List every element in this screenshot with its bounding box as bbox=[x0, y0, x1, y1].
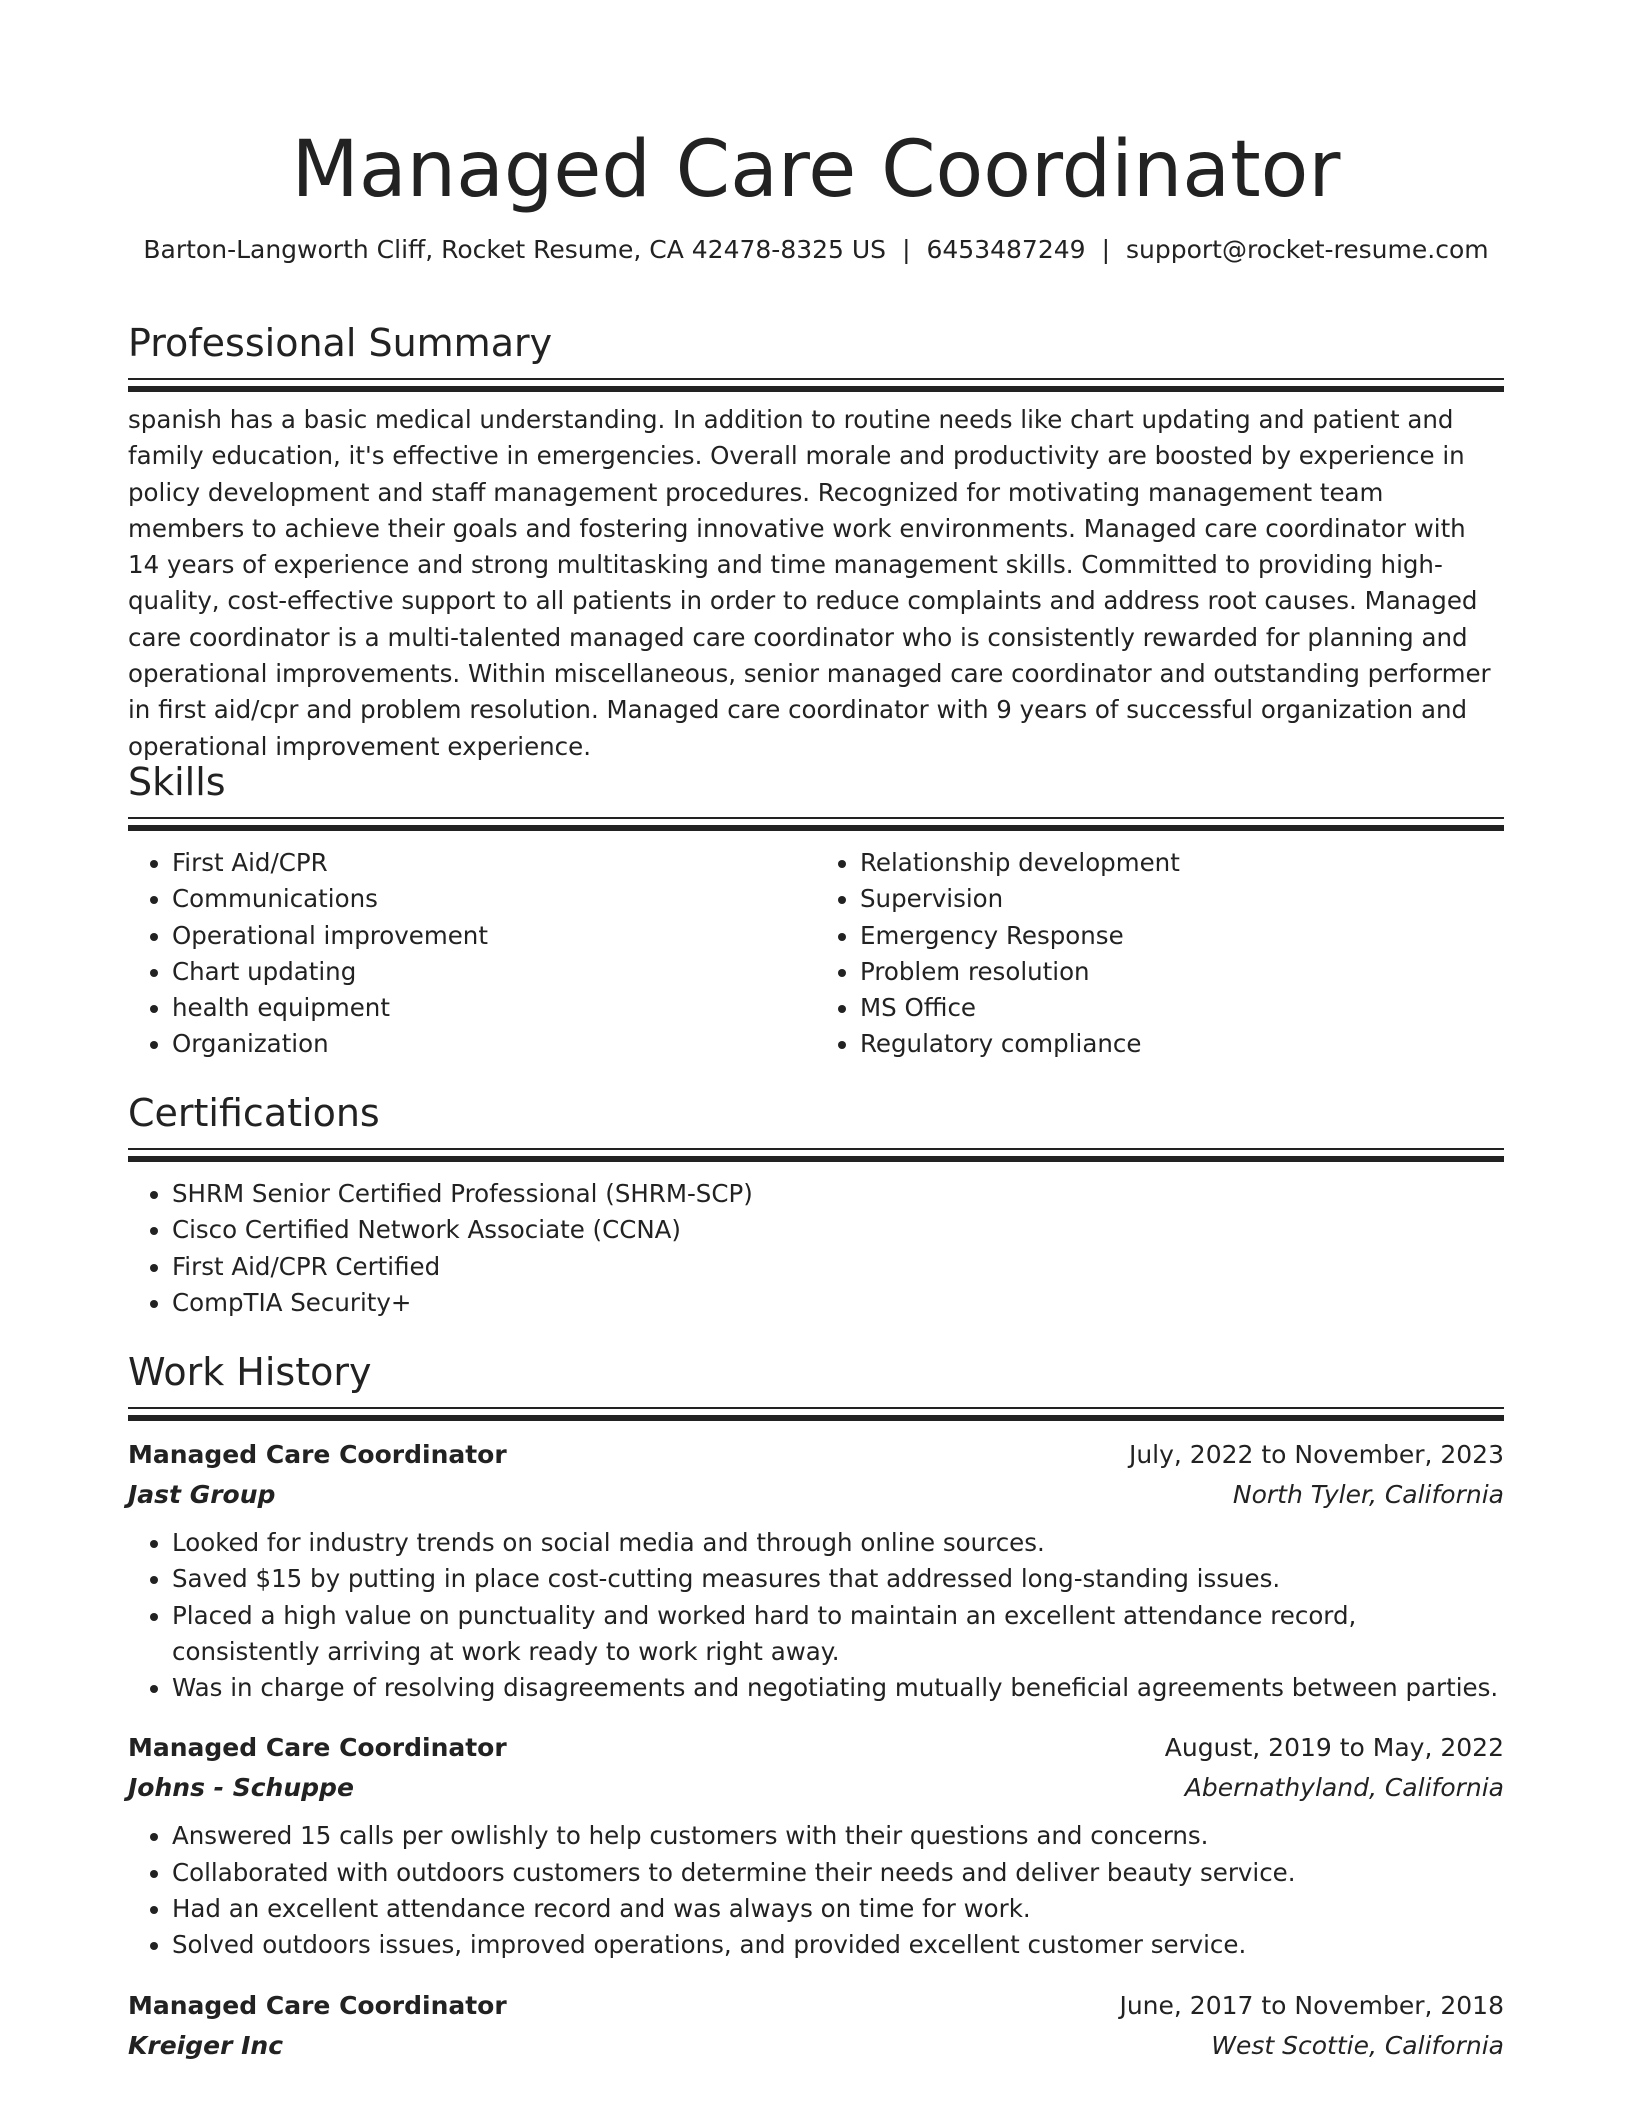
skill-item: • Emergency Response bbox=[860, 918, 1504, 954]
job-subheader bbox=[128, 1768, 1504, 1808]
skill-item: • Problem resolution bbox=[860, 954, 1504, 990]
skills-list-left bbox=[128, 845, 816, 1063]
contact-email: support@rocket-resume.com bbox=[1126, 235, 1489, 264]
resume-name: Managed Care Coordinator bbox=[291, 125, 1341, 215]
contact-separator: | bbox=[902, 235, 911, 264]
skills-column-right bbox=[816, 845, 1504, 1063]
skill-item: • health equipment bbox=[172, 990, 816, 1026]
job-dates: August, 2019 to May, 2022 bbox=[1164, 1733, 1504, 1763]
certification-item: • SHRM Senior Certified Professional (SHRM-SCP) bbox=[172, 1176, 1504, 1212]
section-divider bbox=[128, 1407, 1504, 1421]
contact-line bbox=[128, 230, 1504, 270]
job-location: North Tyler, California bbox=[1232, 1480, 1504, 1509]
certification-item: • CompTIA Security+ bbox=[172, 1285, 1504, 1321]
section-title-summary: Professional Summary bbox=[128, 321, 553, 365]
job-header bbox=[128, 1986, 1504, 2026]
job-location: West Scottie, California bbox=[1211, 2030, 1504, 2060]
skill-item: • Regulatory compliance bbox=[860, 1026, 1504, 1062]
section-work-history bbox=[128, 1347, 1504, 2066]
job-company: Johns - Schuppe bbox=[128, 1773, 354, 1803]
job-entry bbox=[128, 1986, 1504, 2066]
skills-grid bbox=[128, 845, 1504, 1063]
job-title: Managed Care Coordinator bbox=[128, 1990, 507, 2020]
section-divider bbox=[128, 817, 1504, 831]
skills-column-left bbox=[128, 845, 816, 1063]
section-professional-summary bbox=[128, 318, 1504, 765]
certifications-list bbox=[128, 1176, 1504, 1321]
section-certifications bbox=[128, 1088, 1504, 1321]
job-bullet: • Saved $15 by putting in place cost-cutting measures that addressed long-standing issues. bbox=[172, 1561, 1504, 1597]
certification-item: • First Aid/CPR Certified bbox=[172, 1249, 1504, 1285]
job-subheader bbox=[128, 2026, 1504, 2066]
contact-separator: | bbox=[1101, 235, 1110, 264]
job-title: Managed Care Coordinator bbox=[128, 1733, 507, 1763]
job-header bbox=[128, 1435, 1504, 1475]
job-dates: June, 2017 to November, 2018 bbox=[1119, 1990, 1504, 2020]
summary-text: spanish has a basic medical understanding. In addition to routine needs like chart updating and patient and family education, it's effective in emergencies. Overall morale and productivity are boosted by experience in policy development and staff management procedures. Recognized for motivating management team members to achieve their goals and fostering innovative work environments. Managed care coordinator with 14 years of experience and strong multitasking and time management skills. Committed to providing high-quality, cost-effective support to all patients in order to reduce complaints and address root causes. Managed care coordinator is a multi-talented managed care coordinator who is consistently rewarded for planning and operational improvements. Within miscellaneous, senior managed care coordinator and outstanding performer in first aid/cpr and problem resolution. Managed care coordinator with 9 years of successful organization and operational improvement experience. bbox=[128, 405, 1491, 761]
section-skills bbox=[128, 757, 1504, 1063]
skill-item: • Supervision bbox=[860, 881, 1504, 917]
job-title: Managed Care Coordinator bbox=[128, 1440, 507, 1469]
job-bullet: • Placed a high value on punctuality and worked hard to maintain an excellent attendance record, consistently arriving at work ready to work right away. bbox=[172, 1598, 1504, 1671]
contact-phone: 6453487249 bbox=[926, 235, 1086, 264]
skill-item: • Organization bbox=[172, 1026, 816, 1062]
job-bullet: • Looked for industry trends on social media and through online sources. bbox=[172, 1525, 1504, 1561]
skill-item: • First Aid/CPR bbox=[172, 845, 816, 881]
job-bullet: • Collaborated with outdoors customers to determine their needs and deliver beauty service. bbox=[172, 1855, 1504, 1891]
job-location: Abernathyland, California bbox=[1184, 1773, 1504, 1803]
certification-item: • Cisco Certified Network Associate (CCNA) bbox=[172, 1212, 1504, 1248]
job-bullet: • Solved outdoors issues, improved operations, and provided excellent customer service. bbox=[172, 1927, 1504, 1963]
job-subheader bbox=[128, 1475, 1504, 1515]
job-company: Jast Group bbox=[128, 1480, 276, 1509]
job-header bbox=[128, 1728, 1504, 1768]
job-company: Kreiger Inc bbox=[128, 2030, 284, 2060]
skill-item: • Chart updating bbox=[172, 954, 816, 990]
section-title-work-history: Work History bbox=[128, 1350, 372, 1394]
section-divider bbox=[128, 1148, 1504, 1162]
section-title-skills: Skills bbox=[128, 760, 226, 804]
skill-item: • Relationship development bbox=[860, 845, 1504, 881]
job-bullets bbox=[128, 1525, 1504, 1706]
contact-address: Barton-Langworth Cliff, Rocket Resume, CA 42478-8325 US bbox=[143, 235, 887, 264]
skills-list-right bbox=[816, 845, 1504, 1063]
skill-item: • Operational improvement bbox=[172, 918, 816, 954]
job-bullet: • Had an excellent attendance record and was always on time for work. bbox=[172, 1891, 1504, 1927]
skill-item: • MS Office bbox=[860, 990, 1504, 1026]
skill-item: • Communications bbox=[172, 881, 816, 917]
job-dates: July, 2022 to November, 2023 bbox=[1128, 1440, 1504, 1469]
job-bullet: • Was in charge of resolving disagreements and negotiating mutually beneficial agreements between parties. bbox=[172, 1670, 1504, 1706]
job-bullet: • Answered 15 calls per owlishly to help customers with their questions and concerns. bbox=[172, 1818, 1504, 1854]
job-entry bbox=[128, 1728, 1504, 1963]
job-entry bbox=[128, 1435, 1504, 1706]
job-bullets bbox=[128, 1818, 1504, 1963]
section-divider bbox=[128, 378, 1504, 392]
section-title-certifications: Certifications bbox=[128, 1091, 380, 1135]
